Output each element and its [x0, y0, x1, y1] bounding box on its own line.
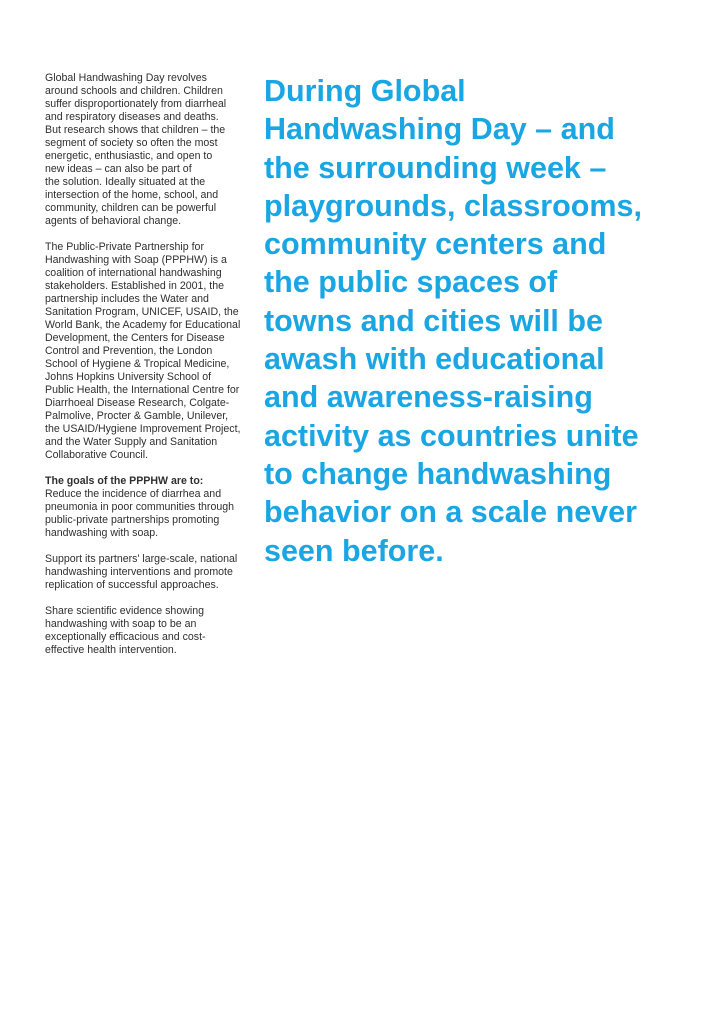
text-line: replication of successful approaches. — [45, 579, 219, 591]
text-line: The Public-Private Partnership for — [45, 241, 204, 253]
text-line: exceptionally efficacious and cost- — [45, 631, 206, 643]
text-line: Johns Hopkins University School of — [45, 371, 212, 383]
text-line: the USAID/Hygiene Improvement Project, — [45, 423, 241, 435]
quote-line: towns and cities will be — [264, 303, 603, 338]
text-line: Control and Prevention, the London — [45, 345, 213, 357]
quote-line: During Global — [264, 74, 466, 108]
text-line: Diarrhoeal Disease Research, Colgate- — [45, 397, 230, 409]
goal-3-paragraph — [45, 605, 255, 657]
text-line: intersection of the home, school, and — [45, 189, 219, 201]
text-line: Development, the Centers for Disease — [45, 332, 225, 344]
goal-2-paragraph — [45, 553, 255, 592]
text-line: Global Handwashing Day revolves — [45, 72, 207, 84]
text-line: Handwashing with Soap (PPPHW) is a — [45, 254, 227, 266]
text-line: energetic, enthusiastic, and open to — [45, 150, 213, 162]
text-line: effective health intervention. — [45, 644, 177, 656]
text-line: and respiratory diseases and deaths. — [45, 111, 219, 123]
text-line: partnership includes the Water and — [45, 293, 209, 305]
text-line: around schools and children. Children — [45, 85, 223, 97]
text-line: Support its partners' large-scale, national — [45, 553, 238, 565]
text-line: community, children can be powerful — [45, 202, 217, 214]
text-line: pneumonia in poor communities through — [45, 501, 235, 513]
text-line: Collaborative Council. — [45, 449, 149, 461]
text-line: School of Hygiene & Tropical Medicine, — [45, 358, 230, 370]
quote-line: to change handwashing — [264, 456, 612, 491]
quote-line: and awareness-raising — [264, 380, 593, 415]
text-line: But research shows that children – the — [45, 124, 226, 136]
pull-quote — [264, 72, 704, 570]
quote-line: activity as countries unite — [264, 418, 639, 453]
text-line: the solution. Ideally situated at the — [45, 176, 206, 188]
text-line: World Bank, the Academy for Educational — [45, 319, 241, 331]
goal-1-paragraph — [45, 475, 255, 540]
text-line: Sanitation Program, UNICEF, USAID, the — [45, 306, 239, 318]
text-line: and the Water Supply and Sanitation — [45, 436, 218, 448]
quote-line: Handwashing Day – and — [264, 112, 615, 147]
text-line: segment of society so often the most — [45, 137, 218, 149]
text-line: public-private partnerships promoting — [45, 514, 220, 526]
quote-line: the public spaces of — [264, 265, 558, 300]
text-line: stakeholders. Established in 2001, the — [45, 280, 225, 292]
quote-line: seen before. — [264, 533, 444, 568]
quote-line: playgrounds, classrooms, — [264, 188, 642, 223]
quote-line: the surrounding week – — [264, 150, 607, 185]
text-line: handwashing interventions and promote — [45, 566, 233, 578]
goals-heading: The goals of the PPPHW are to: — [45, 475, 204, 487]
text-line: handwashing with soap to be an — [45, 618, 197, 630]
text-line: coalition of international handwashing — [45, 267, 222, 279]
quote-line: community centers and — [264, 227, 607, 262]
text-line: new ideas – can also be part of — [45, 163, 192, 175]
quote-line: behavior on a scale never — [264, 495, 637, 530]
quote-line: awash with educational — [264, 342, 605, 377]
text-line: Reduce the incidence of diarrhea and — [45, 488, 222, 500]
text-line: suffer disproportionately from diarrheal — [45, 98, 227, 110]
text-line: Share scientific evidence showing — [45, 605, 204, 617]
text-line: handwashing with soap. — [45, 527, 159, 539]
text-line: Public Health, the International Centre for — [45, 384, 240, 396]
text-line: Palmolive, Procter & Gamble, Unilever, — [45, 410, 229, 422]
intro-paragraph — [45, 72, 255, 228]
text-line: agents of behavioral change. — [45, 215, 182, 227]
partnership-paragraph — [45, 241, 255, 462]
body-text-column — [45, 72, 255, 670]
